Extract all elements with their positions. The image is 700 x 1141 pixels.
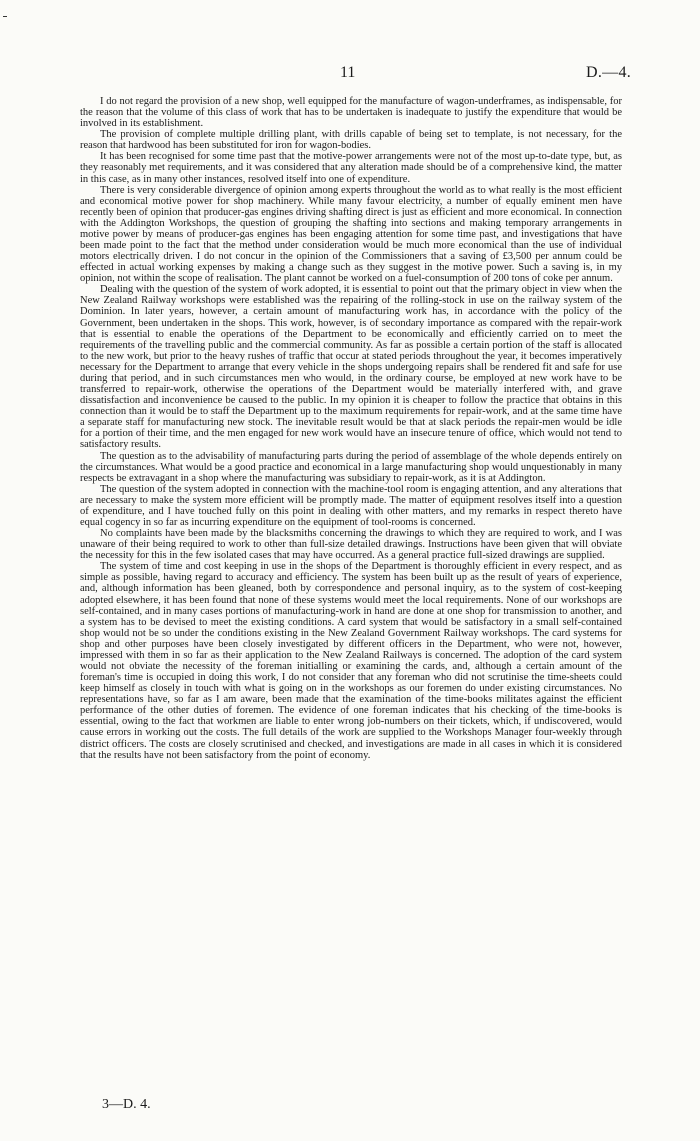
document-reference: D.—4.	[586, 64, 632, 81]
paragraph-drilling-plant: The provision of complete multiple drilling plant, with drills capable of being set to template, is not necessary, for the reason that hardwood has been substituted for iron for wagon-bodies.	[80, 129, 622, 152]
paragraph-wagon-underframes-shop: I do not regard the provision of a new shop, well equipped for the manufacture of wagon-underframes, as indispensable, for the reason that the volume of this class of work that has to be undertaken is inadequate to justify the expenditure that would be involved in its establishment.	[80, 96, 622, 130]
paragraph-motive-power-opinion: There is very considerable divergence of opinion among experts throughout the world as to what really is the most efficient and economical motive power for shop machinery. While many favour electricity, a number of equally eminent men have recently been of opinion that producer-gas engines driving shafting direct is just as efficient and more economical. In connection with the Addington Workshops, the question of grouping the shafting into sections and making temporary arrangements in motive power by means of producer-gas engines has been engaging attention for some time past, and investigations that have been made point to the fact that the method under consideration would be much more economical than the use of individual motors electrically driven. I do not concur in the opinion of the Commissioners that a saving of £3,500 per annum could be effected in actual working expenses by making a change such as they suggest in the motive power. Such a saving is, in my opinion, not within the scope of realisation. The plant cannot be worked on a fuel-consumption of 200 tons of coke per annum.	[80, 184, 622, 285]
paragraph-manufacturing-parts: The question as to the advisability of manufacturing parts during the period of assemblage of the whole depends entirely on the circumstances. What would be a good practice and economical in a large manufacturing shop would unquestionably in many respects be extravagant in a shop where the manufacturing was subsidiary to repair-work, as it is at Addington.	[80, 450, 622, 484]
page-number: 11	[340, 64, 356, 81]
paragraph-motive-power-arrangements: It has been recognised for some time past that the motive-power arrangements were not of the most up-to-date type, but, as they reasonably met requirements, and it was considered that any alteration made should be of a comprehensive kind, the matter in this case, as in many other instances, resolved itself into one of expenditure.	[80, 151, 622, 185]
paragraph-system-of-work: Dealing with the question of the system of work adopted, it is essential to point out that the primary object in view when the New Zealand Railway workshops were established was the repairing of the rolling-stock in use on the railway system of the Dominion. In later years, however, a certain amount of manufacturing work has, in accordance with the policy of the Government, been undertaken in the shops. This work, however, is of secondary importance as compared with the repair-work that is essential to enable the operations of the Department to be economically and efficiently carried on to meet the requirements of the travelling public and the commercial community. As far as possible a certain portion of the staff is allocated to the new work, but prior to the heavy rushes of traffic that occur at stated periods throughout the year, it becomes imperatively necessary for the Department to arrange that every vehicle in the shops undergoing repairs shall be rendered fit and safe for use during that period, and in such circumstances men who would, in the ordinary course, be employed at new work have to be transferred to repair-work, otherwise the operations of the Department would be materially interfered with, and grave dissatisfaction and inconvenience be caused to the public. In my opinion it is cheaper to follow the practice that obtains in this connection than it would be to staff the Department up to the maximum requirements for repair-work, and at the same time have a separate staff for manufacturing new stock. The inevitable result would be that at slack periods the repair-men would be idle for a portion of their time, and the men engaged for new work would have an insecure tenure of office, which would not tend to satisfactory results.	[80, 284, 622, 451]
page-header	[0, 64, 700, 84]
paragraph-time-and-cost-keeping: The system of time and cost keeping in use in the shops of the Department is thoroughly efficient in every respect, and as simple as possible, having regard to accuracy and efficiency. The system has been built up as the result of years of experience, and, although information has been gleaned, both by correspondence and personal inquiry, as to the system of cost-keeping adopted elsewhere, it has been found that none of these systems would meet the local requirements. None of our workshops are self-contained, and in many cases portions of manufacturing-work in hand are done at one shop for transmission to another, and a system has to be devised to meet the existing conditions. A card system that would be satisfactory in a small self-contained shop would not be so under the conditions existing in the New Zealand Government Railway workshops. The card systems for shop and other purposes have been closely investigated by different officers in the Department, who were not, however, impressed with them in so far as their application to the New Zealand Railways is concerned. The adoption of the card system would not obviate the necessity of the foreman initialling or examining the cards, and, although a certain amount of the foreman's time is occupied in doing this work, I do not consider that any foreman who did not scrutinise the time-sheets could keep himself as closely in touch with what is going on in the workshops as our foremen do under existing circumstances. No representations have, so far as I am aware, been made that the examination of the time-books militates against the efficient performance of the other duties of foremen. The evidence of one foreman indicates that his checking of the time-books is essential, owing to the fact that workmen are liable to enter wrong job-numbers on their tickets, which, if undiscovered, would cause errors in working out the costs. The full details of the work are supplied to the Workshops Manager four-weekly through district officers. The costs are closely scrutinised and checked, and investigations are made in all cases in which it is considered that the results have not been satisfactory from the point of economy.	[80, 561, 622, 761]
signature-mark: 3—D. 4.	[102, 1097, 151, 1112]
paragraph-blacksmith-drawings: No complaints have been made by the blacksmiths concerning the drawings to which they are required to work, and I was unaware of their being required to work to other than full-size detailed drawings. Instructions have been given that will obviate the necessity for this in the few isolated cases that may have occurred. As a general practice full-sized drawings are supplied.	[80, 528, 622, 562]
body-text	[80, 96, 622, 761]
scan-edge-mark	[3, 16, 7, 17]
paragraph-machine-tool-room: The question of the system adopted in connection with the machine-tool room is engaging attention, and any alterations that are necessary to make the system more efficient will be promptly made. The matter of equipment resolves itself into a question of expenditure, and I have touched fully on this point in dealing with other matters, and my remarks in respect thereto have equal cogency in so far as incurring expenditure on the equipment of tool-rooms is concerned.	[80, 483, 622, 528]
